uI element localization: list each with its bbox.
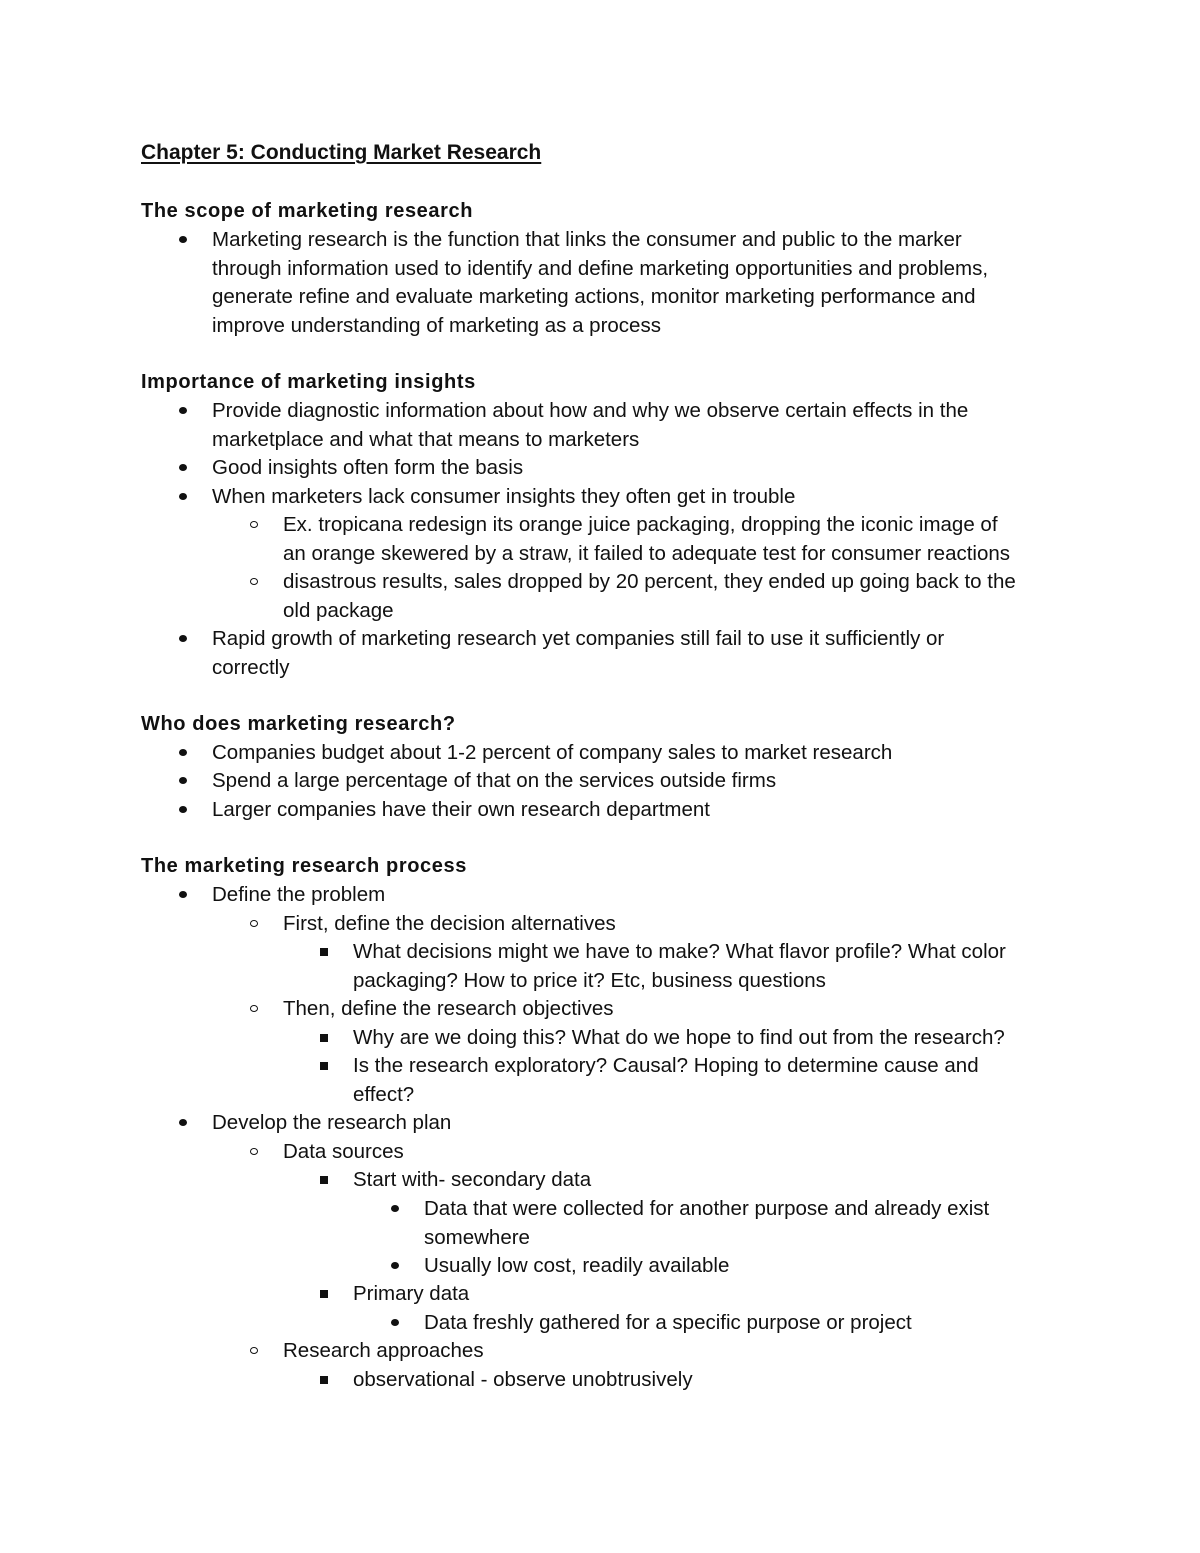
hollow-bullet-icon bbox=[250, 1347, 258, 1354]
list-item: Start with- secondary data bbox=[353, 1166, 591, 1195]
list-item: Why are we doing this? What do we hope to find out from the research? bbox=[353, 1024, 1005, 1053]
list-item: Companies budget about 1-2 percent of company sales to market research bbox=[212, 739, 892, 768]
section-heading-process: The marketing research process bbox=[141, 855, 467, 877]
filled-bullet-icon bbox=[391, 1262, 399, 1269]
list-item: Data that were collected for another purpose and already exist somewhere bbox=[424, 1195, 989, 1252]
filled-bullet-icon bbox=[179, 464, 187, 471]
filled-bullet-icon bbox=[391, 1319, 399, 1326]
filled-bullet-icon bbox=[179, 493, 187, 500]
square-bullet-icon bbox=[320, 948, 328, 956]
list-item: Marketing research is the function that links the consumer and public to the marker through information used to identify and define marketing opportunities and problems, generate refine and evaluate marketing actions, monitor marketing performance and improve understanding of marketing as a process bbox=[212, 226, 988, 340]
filled-bullet-icon bbox=[391, 1205, 399, 1212]
list-item: Develop the research plan bbox=[212, 1109, 451, 1138]
list-item: Define the problem bbox=[212, 881, 385, 910]
hollow-bullet-icon bbox=[250, 920, 258, 927]
list-item: Research approaches bbox=[283, 1337, 484, 1366]
list-item: observational - observe unobtrusively bbox=[353, 1366, 693, 1395]
list-item: Primary data bbox=[353, 1280, 469, 1309]
list-item: Spend a large percentage of that on the services outside firms bbox=[212, 767, 776, 796]
list-item: What decisions might we have to make? What flavor profile? What color packaging? How to price it? Etc, business questions bbox=[353, 938, 1006, 995]
list-item: Ex. tropicana redesign its orange juice packaging, dropping the iconic image of an orange skewered by a straw, it failed to adequate test for consumer reactions bbox=[283, 511, 1010, 568]
section-heading-who: Who does marketing research? bbox=[141, 713, 456, 735]
filled-bullet-icon bbox=[179, 1119, 187, 1126]
filled-bullet-icon bbox=[179, 806, 187, 813]
list-item: Larger companies have their own research department bbox=[212, 796, 710, 825]
list-item: Rapid growth of marketing research yet companies still fail to use it sufficiently or correctly bbox=[212, 625, 944, 682]
section-heading-scope: The scope of marketing research bbox=[141, 200, 474, 222]
list-item: Is the research exploratory? Causal? Hoping to determine cause and effect? bbox=[353, 1052, 979, 1109]
square-bullet-icon bbox=[320, 1376, 328, 1384]
hollow-bullet-icon bbox=[250, 578, 258, 585]
page-title: Chapter 5: Conducting Market Research bbox=[141, 141, 542, 164]
list-item: Provide diagnostic information about how and why we observe certain effects in the marketplace and what that means to marketers bbox=[212, 397, 968, 454]
list-item: disastrous results, sales dropped by 20 percent, they ended up going back to the old package bbox=[283, 568, 1016, 625]
list-item: Data freshly gathered for a specific purpose or project bbox=[424, 1309, 912, 1338]
list-item: Usually low cost, readily available bbox=[424, 1252, 729, 1281]
filled-bullet-icon bbox=[179, 236, 187, 243]
list-item: Then, define the research objectives bbox=[283, 995, 613, 1024]
list-item: Data sources bbox=[283, 1138, 404, 1167]
filled-bullet-icon bbox=[179, 407, 187, 414]
section-heading-importance: Importance of marketing insights bbox=[141, 371, 476, 393]
hollow-bullet-icon bbox=[250, 1148, 258, 1155]
filled-bullet-icon bbox=[179, 777, 187, 784]
list-item: First, define the decision alternatives bbox=[283, 910, 616, 939]
square-bullet-icon bbox=[320, 1176, 328, 1184]
square-bullet-icon bbox=[320, 1290, 328, 1298]
filled-bullet-icon bbox=[179, 749, 187, 756]
hollow-bullet-icon bbox=[250, 521, 258, 528]
square-bullet-icon bbox=[320, 1062, 328, 1070]
filled-bullet-icon bbox=[179, 635, 187, 642]
filled-bullet-icon bbox=[179, 891, 187, 898]
square-bullet-icon bbox=[320, 1034, 328, 1042]
list-item: Good insights often form the basis bbox=[212, 454, 523, 483]
list-item: When marketers lack consumer insights they often get in trouble bbox=[212, 483, 795, 512]
hollow-bullet-icon bbox=[250, 1005, 258, 1012]
